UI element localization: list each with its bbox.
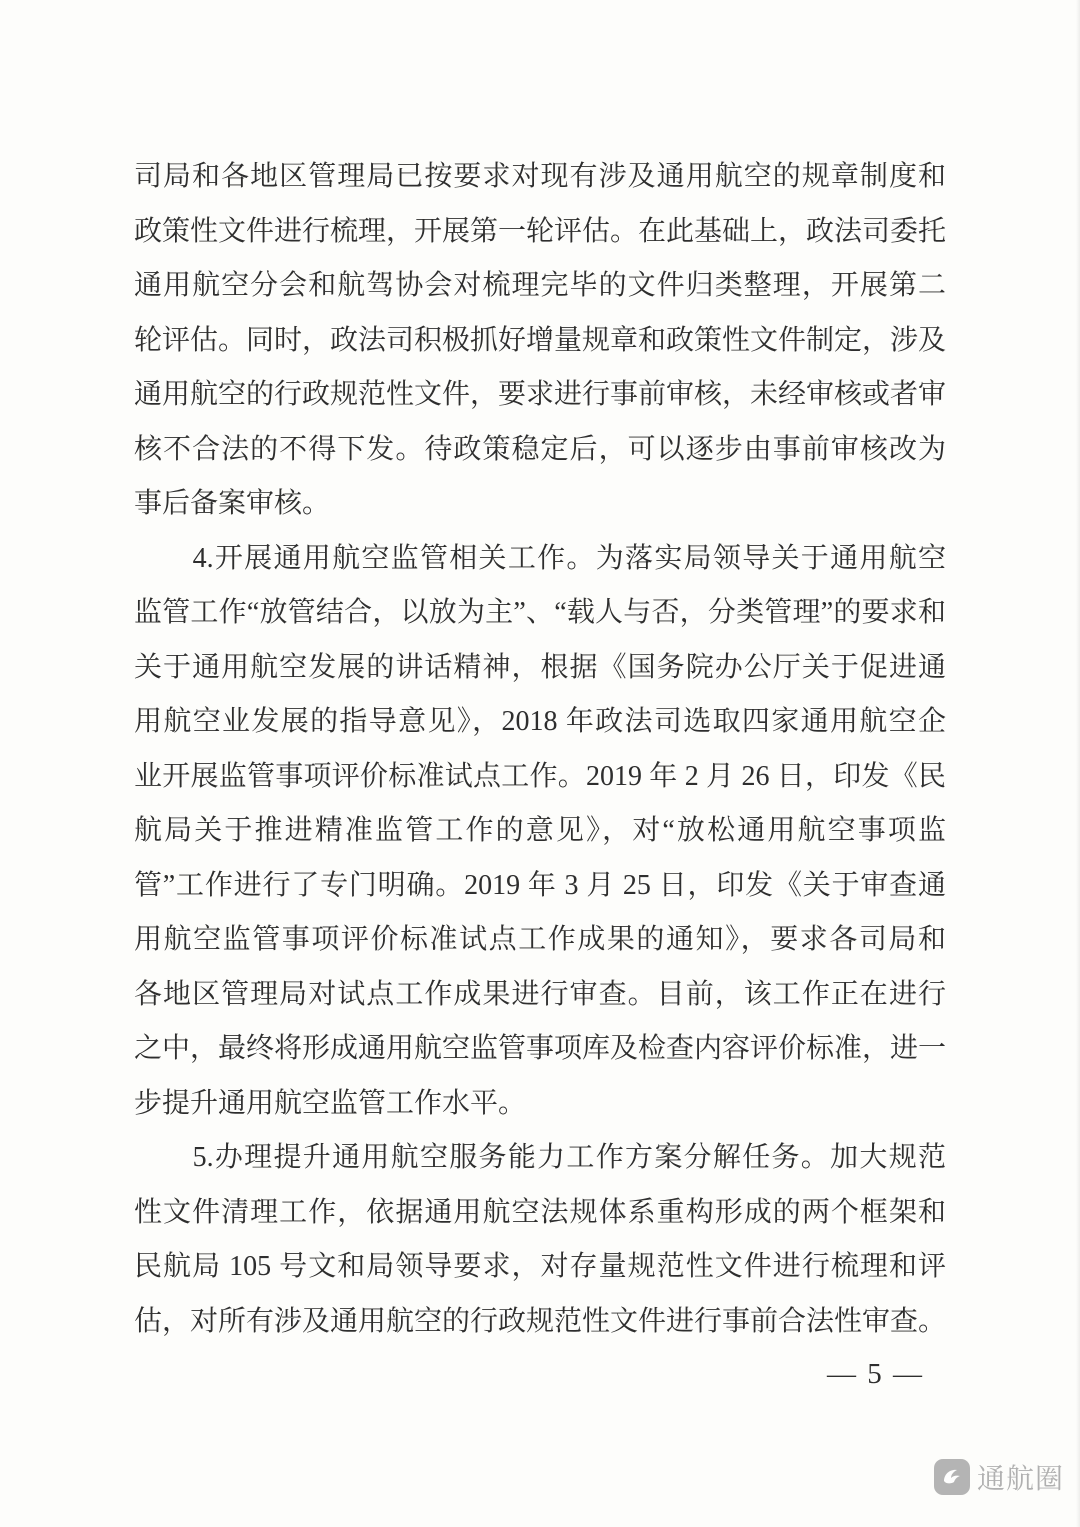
- text-line: 通用航空的行政规范性文件，要求进行事前审核，未经审核或者审: [134, 379, 947, 410]
- scan-edge-shadow: [1076, 0, 1080, 1527]
- text-line: 事后备案审核。: [134, 488, 331, 519]
- text-line: 各地区管理局对试点工作成果进行审查。目前，该工作正在进行: [134, 978, 946, 1010]
- text-line: 4.开展通用航空监管相关工作。为落实局领导关于通用航空: [134, 542, 946, 574]
- text-line: 用航空监管事项评价标准试点工作成果的通知》，要求各司局和: [134, 924, 946, 955]
- text-line: 业开展监管事项评价标准试点工作。2019 年 2 月 26 日，印发《民: [134, 760, 946, 792]
- paragraph: [134, 150, 946, 532]
- text-line: 司局和各地区管理局已按要求对现有涉及通用航空的规章制度和: [134, 161, 946, 192]
- watermark: [934, 1457, 1064, 1497]
- text-line: 监管工作“放管结合，以放为主”、“载人与否，分类管理”的要求和: [134, 597, 946, 628]
- text-line: 步提升通用航空监管工作水平。: [134, 1087, 527, 1119]
- text-line: 通用航空分会和航驾协会对梳理完毕的文件归类整理，开展第二: [134, 270, 946, 301]
- paragraph: [134, 532, 946, 1132]
- document-body: [134, 150, 946, 1349]
- text-line: 之中，最终将形成通用航空监管事项库及检查内容评价标准，进一: [134, 1033, 947, 1064]
- text-line: 航局关于推进精准监管工作的意见》，对“放松通用航空事项监: [134, 815, 946, 846]
- paragraph: [134, 1131, 946, 1349]
- text-line: 核不合法的不得下发。待政策稳定后，可以逐步由事前审核改为: [134, 433, 946, 465]
- text-line: 管”工作进行了专门明确。2019 年 3 月 25 日，印发《关于审查通: [134, 869, 946, 901]
- text-line: 民航局 105 号文和局领导要求，对存量规范性文件进行梳理和评: [134, 1251, 946, 1282]
- text-line: 政策性文件进行梳理，开展第一轮评估。在此基础上，政法司委托: [134, 215, 947, 247]
- text-line: 5.办理提升通用航空服务能力工作方案分解任务。加大规范: [134, 1142, 946, 1173]
- text-line: 估，对所有涉及通用航空的行政规范性文件进行事前合法性审查。: [134, 1305, 947, 1337]
- text-line: 关于通用航空发展的讲话精神，根据《国务院办公厅关于促进通: [134, 651, 946, 683]
- text-line: 轮评估。同时，政法司积极抓好增量规章和政策性文件制定，涉及: [134, 324, 947, 356]
- watermark-label: 通航圈: [976, 1463, 1064, 1494]
- text-line: 用航空业发展的指导意见》，2018 年政法司选取四家通用航空企: [134, 706, 946, 737]
- page-number: — 5 —: [827, 1358, 924, 1390]
- text-line: 性文件清理工作，依据通用航空法规体系重构形成的两个框架和: [134, 1196, 946, 1228]
- watermark-logo-icon: [934, 1459, 970, 1495]
